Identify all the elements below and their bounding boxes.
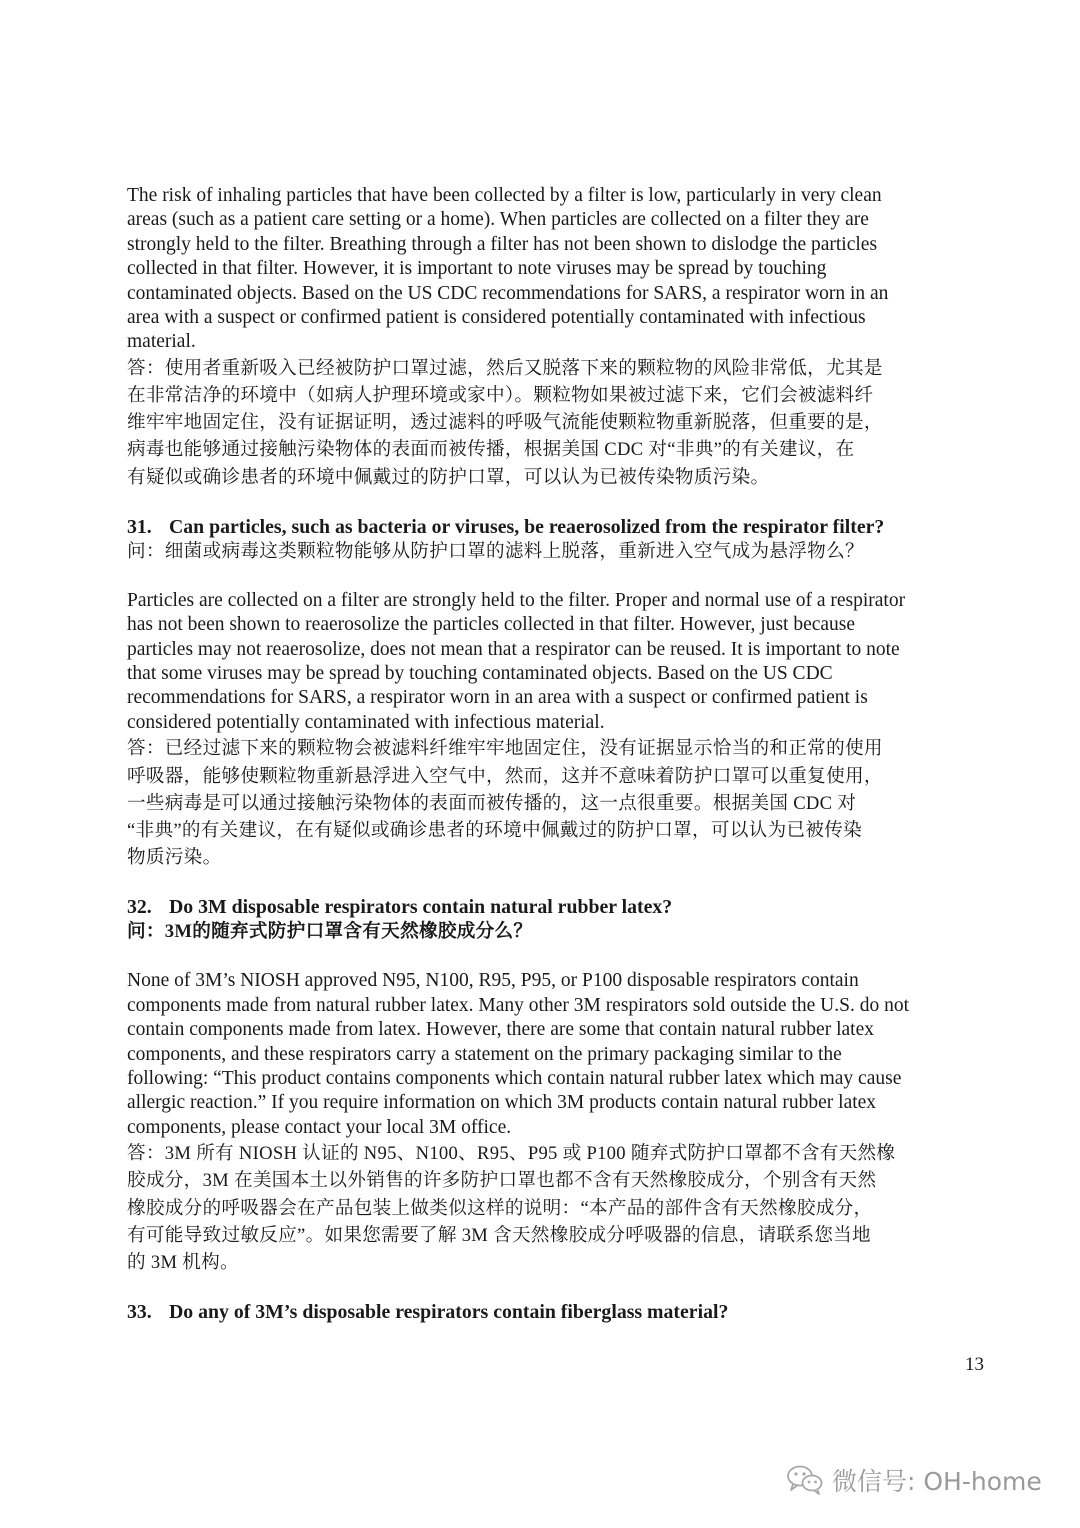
- question-32-heading: [127, 895, 987, 919]
- question-33-heading: [127, 1300, 987, 1324]
- question-31-title-en: Can particles, such as bacteria or viruses, be reaerosolized from the respirator filter?: [169, 515, 885, 538]
- watermark-text: 微信号: OH-home: [832, 1467, 1042, 1496]
- question-33-number: 33.: [127, 1301, 152, 1324]
- question-32-title-en: Do 3M disposable respirators contain natural rubber latex?: [169, 896, 673, 919]
- intro-paragraph-en: The risk of inhaling particles that have been collected by a filter is low, particularly in very clean areas (such as a patient care setting or a home). When particles are collected on a filter they are strongly held to the filter. Breathing through a filter has not been shown to dislodge the particles collected in that filter. However, it is important to note viruses may be spread by touching contaminated objects. Based on the US CDC recommendations for SARS, a respirator worn in an area with a suspect or confirmed patient is considered potentially contaminated with infectious material.: [127, 185, 889, 353]
- question-33-title-en: Do any of 3M’s disposable respirators contain fiberglass material?: [169, 1301, 729, 1324]
- page-content: [127, 184, 987, 1324]
- question-31-number: 31.: [127, 515, 152, 538]
- question-31-title-zh: 问：细菌或病毒这类颗粒物能够从防护口罩的滤料上脱落，重新进入空气成为悬浮物么？: [127, 540, 864, 562]
- question-32-number: 32.: [127, 896, 152, 919]
- page-number: 13: [965, 1354, 984, 1375]
- answer-31-zh: 答：已经过滤下来的颗粒物会被滤料纤维牢牢地固定住，没有证据显示恰当的和正常的使用 呼吸器，能够使颗粒物重新悬浮进入空气中，然而，这并不意味着防护口罩可以重复使用， 一些病毒是可以通过接触污染物体的表面而被传播的，这一点很重要。根据美国 CDC 对 “非典”的有关建议，在有疑似或确诊患者的环境中佩戴过的防护口罩，可以认为已被传染 物质污染。: [127, 738, 883, 869]
- wechat-icon: [786, 1464, 824, 1496]
- question-32-title-zh: 问：3M的随弃式防护口罩含有天然橡胶成分么？: [127, 921, 533, 943]
- answer-32-en: None of 3M’s NIOSH approved N95, N100, R95, P95, or P100 disposable respirators contain components made from natural rubber latex. Many other 3M respirators sold outside the U.S. do not contain components made from latex. However, there are some that contain natural rubber latex components, and these respirators carry a statement on the primary packaging similar to the following: “This product contains components which contain natural rubber latex which may cause allergic reaction.” If you require information on which 3M products contain natural rubber latex components, please contact your local 3M office.: [127, 970, 909, 1138]
- question-31-heading: [127, 515, 987, 539]
- wechat-watermark: [786, 1460, 1042, 1500]
- answer-31-en: Particles are collected on a filter are strongly held to the filter. Proper and normal use of a respirator has not been shown to reaerosolize the particles collected in that filter. However, just because particles may not reaerosolize, does not mean that a respirator can be reused. It is important to note that some viruses may be spread by touching contaminated objects. Based on the US CDC recommendations for SARS, a respirator worn in an area with a suspect or confirmed patient is considered potentially contaminated with infectious material.: [127, 589, 906, 733]
- intro-paragraph-zh: 答：使用者重新吸入已经被防护口罩过滤，然后又脱落下来的颗粒物的风险非常低，尤其是 在非常洁净的环境中（如病人护理环境或家中）。颗粒物如果被过滤下来，它们会被滤料纤 维牢牢地固定住，没有证据证明，透过滤料的呼吸气流能使颗粒物重新脱落，但重要的是， 病毒也能够通过接触污染物体的表面而被传播，根据美国 CDC 对“非典”的有关建议，在 有疑似或确诊患者的环境中佩戴过的防护口罩，可以认为已被传染物质污染。: [127, 357, 883, 488]
- answer-32-zh: 答：3M 所有 NIOSH 认证的 N95、N100、R95、P95 或 P100 随弃式防护口罩都不含有天然橡 胶成分，3M 在美国本土以外销售的许多防护口罩也都不含有天然橡胶成分，个别含有天然 橡胶成分的呼吸器会在产品包装上做类似这样的说明：“本产品的部件含有天然橡胶成分， 有可能导致过敏反应”。如果您需要了解 3M 含天然橡胶成分呼吸器的信息，请联系您当地 的 3M 机构。: [127, 1143, 896, 1273]
